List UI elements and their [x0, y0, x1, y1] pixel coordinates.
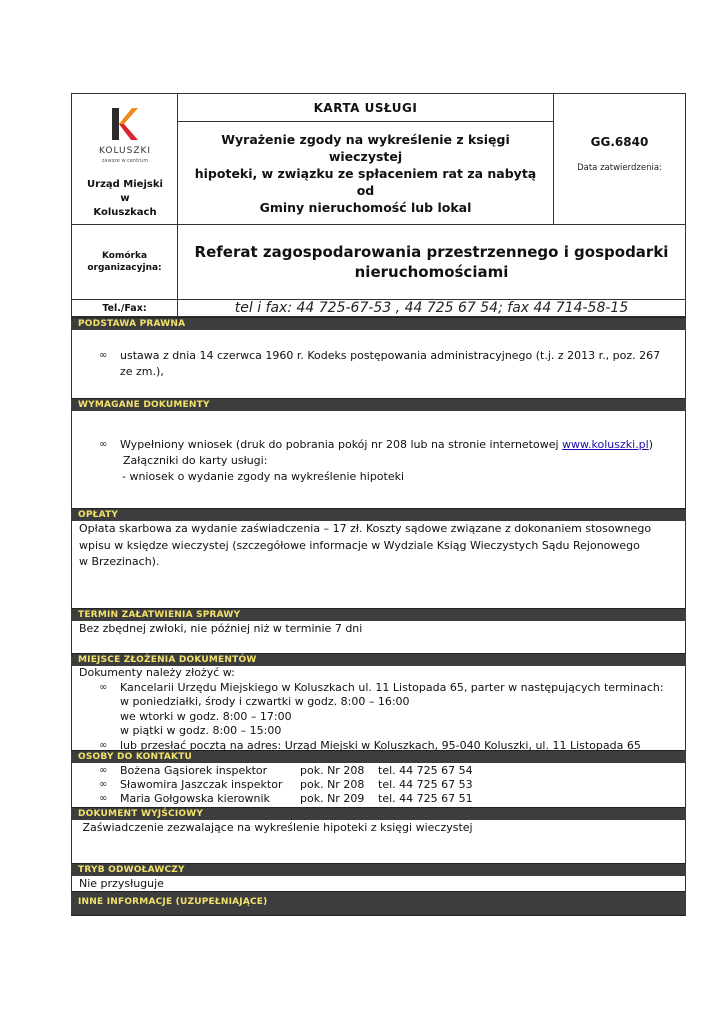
- service-card: [71, 93, 686, 916]
- list-item: ∞ ustawa z dnia 14 czerwca 1960 r. Kodeks postępowania administracyjnego (t.j. z 2013 r., poz. 267 ze zm.),: [99, 349, 661, 378]
- unit-value: Referat zagospodarowania przestrzennego i gospodarki nieruchomościami: [194, 243, 669, 281]
- tel-label: Tel./Fax:: [102, 302, 147, 314]
- bullet-icon: ∞: [99, 350, 108, 361]
- approval-date-label: Data zatwierdzenia:: [577, 163, 662, 173]
- k-logo-icon: [110, 106, 140, 142]
- attachment-item: - wniosek o wydanie zgody na wykreślenie hipoteki: [122, 470, 405, 483]
- section-fees-title: OPŁATY: [71, 508, 686, 521]
- section-fees: Opłata skarbowa za wydanie zaświadczenia – 17 zł. Koszty sądowe związane z dokonaniem stosownego wpisu w księdze wieczystej (szczegółowe informacje w Wydziale Ksiąg Wieczystych Sądu Rejonowego w Brzezinach).: [71, 521, 686, 608]
- service-code: GG.6840: [590, 135, 649, 149]
- bullet-icon: ∞: [99, 739, 108, 751]
- office-name: Urząd Miejski w Koluszkach: [87, 179, 163, 218]
- list-item: ∞ lub przesłać pocztą na adres: Urząd Miejski w Koluszkach, 95-040 Koluszki, ul. 11 Listopada 65: [99, 738, 641, 752]
- bullet-icon: ∞: [99, 793, 108, 804]
- unit-label: Komórka organizacyjna:: [87, 251, 162, 273]
- section-required-docs: [71, 411, 686, 508]
- bullet-icon: ∞: [99, 439, 108, 450]
- section-legal-basis-title: PODSTAWA PRAWNA: [71, 317, 686, 330]
- tel-value: tel i fax: 44 725-67-53 , 44 725 67 54; fax 44 714-58-15: [234, 299, 629, 316]
- attachments-label: Załączniki do karty usługi:: [123, 454, 268, 467]
- list-item: ∞ Kancelarii Urzędu Miejskiego w Koluszkach ul. 11 Listopada 65, parter w następujących terminach: w poniedziałki, środy i czwartki w godz. 8:00 – 16:00 we wtorki w godz. 8:00 – 17:00 w piątki w godz. 8:00 – 15:00: [99, 680, 664, 737]
- bullet-icon: ∞: [99, 779, 108, 790]
- section-other-title: INNE INFORMACJE (UZUPEŁNIAJĄCE): [71, 891, 686, 916]
- bullet-icon: ∞: [99, 765, 108, 776]
- contact-name: Sławomira Jaszczak inspektor: [120, 778, 283, 791]
- contact-room: pok. Nr 208: [300, 764, 365, 777]
- contact-room: pok. Nr 208: [300, 778, 365, 791]
- section-appeal-title: TRYB ODWOŁAWCZY: [71, 863, 686, 876]
- header-table: [71, 93, 686, 317]
- logo-tagline: zawsze w centrum: [101, 158, 149, 164]
- bullet-icon: ∞: [99, 681, 108, 693]
- section-submission: Dokumenty należy złożyć w: ∞ Kancelarii Urzędu Miejskiego w Koluszkach ul. 11 Listopada 65, parter w następujących terminach: w poniedziałki, środy i czwartki w godz. 8:00 – 16:00 we wtorki w godz. 8:00 – 17:00 w piątki w godz. 8:00 – 15:00 ∞ lub przesłać pocztą na adres: Urząd Miejski w Koluszkach, 95-040 Koluszki, ul. 11 Listopada 65: [71, 666, 686, 750]
- contact-phone: tel. 44 725 67 53: [378, 778, 473, 791]
- section-deadline: Bez zbędnej zwłoki, nie później niż w terminie 7 dni: [71, 621, 686, 653]
- contact-room: pok. Nr 209: [300, 792, 365, 805]
- contact-name: Bożena Gąsiorek inspektor: [120, 764, 268, 777]
- list-item: ∞ Wypełniony wniosek (druk do pobrania pokój nr 208 lub na stronie internetowej www.koluszki.pl): [99, 438, 654, 451]
- section-contacts: [71, 763, 686, 807]
- contact-phone: tel. 44 725 67 54: [378, 764, 473, 777]
- section-appeal: Nie przysługuje: [71, 876, 686, 891]
- contact-row: [72, 792, 685, 806]
- section-legal-basis: [71, 330, 686, 398]
- contact-row: [72, 764, 685, 778]
- koluszki-website-link[interactable]: www.koluszki.pl: [562, 438, 649, 451]
- card-title: KARTA USŁUGI: [313, 100, 418, 115]
- logo-text: KOLUSZKI: [98, 146, 152, 156]
- contact-phone: tel. 44 725 67 51: [378, 792, 473, 805]
- code-cell: [554, 94, 685, 224]
- section-output-doc: Zaświadczenie zezwalające na wykreślenie hipoteki z księgi wieczystej: [71, 820, 686, 863]
- section-contacts-title: OSOBY DO KONTAKTU: [71, 750, 686, 763]
- contact-name: Maria Gołgowska kierownik: [120, 792, 270, 805]
- section-required-docs-title: WYMAGANE DOKUMENTY: [71, 398, 686, 411]
- koluszki-logo: [72, 94, 178, 226]
- section-submission-title: MIEJSCE ZŁOŻENIA DOKUMENTÓW: [71, 653, 686, 666]
- section-deadline-title: TERMIN ZAŁATWIENIA SPRAWY: [71, 608, 686, 621]
- section-output-doc-title: DOKUMENT WYJŚCIOWY: [71, 807, 686, 820]
- contact-row: [72, 778, 685, 792]
- service-title: Wyrażenie zgody na wykreślenie z księgi wieczystej hipoteki, w związku ze spłaceniem rat za nabytą od Gminy nieruchomość lub lokal: [194, 131, 537, 215]
